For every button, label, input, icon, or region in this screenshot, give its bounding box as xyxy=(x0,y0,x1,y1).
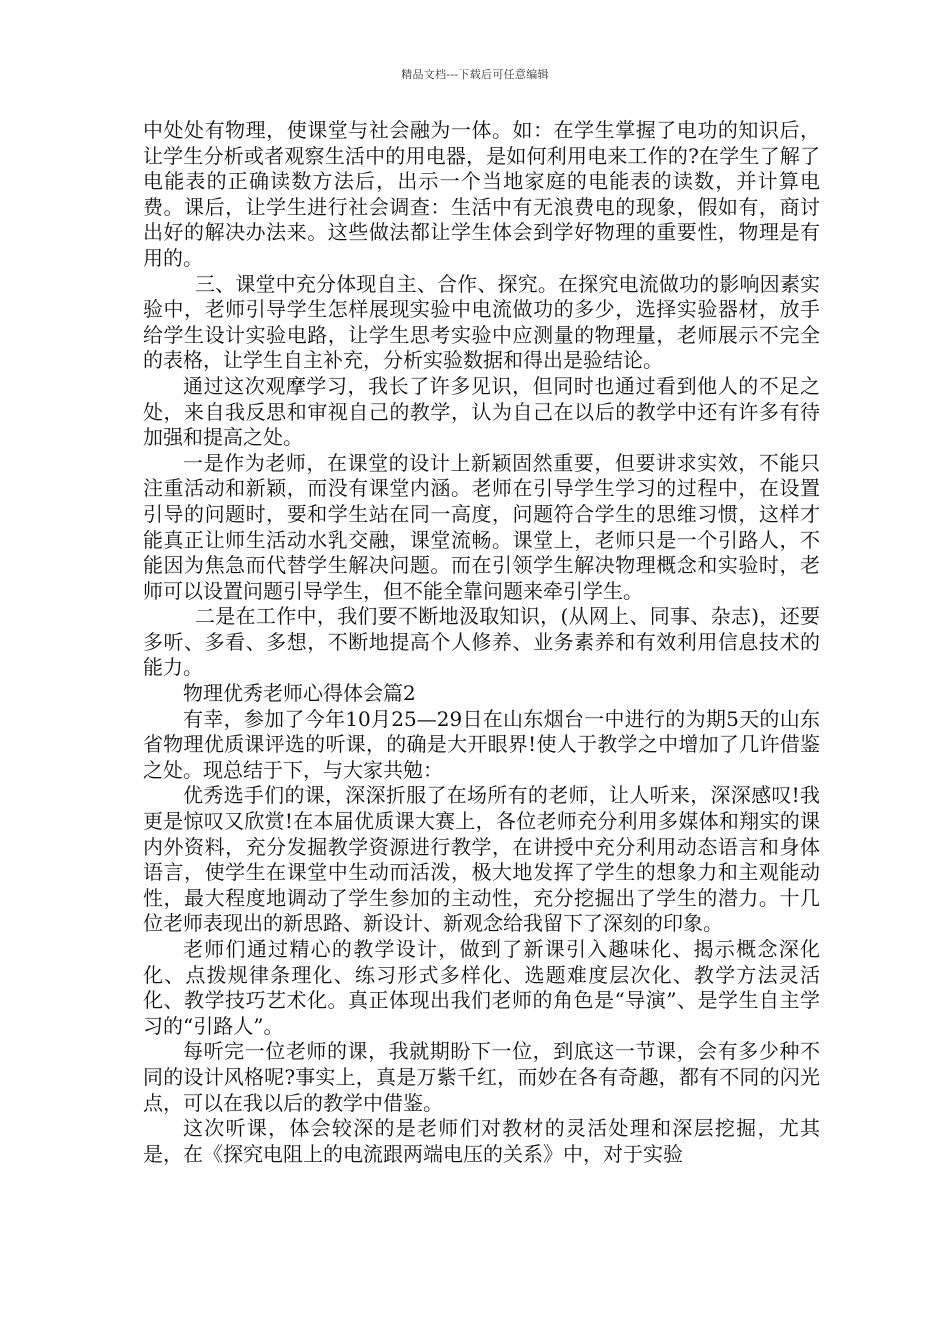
paragraph-4: 一是作为老师，在课堂的设计上新颖固然重要，但要讲求实效，不能只注重活动和新颖，而没有课堂内涵。老师在引导学生学习的过程中，在设置引导的问题时，要和学生站在同一高度，问题符合学生的思维习惯，这样才能真正让师生活动水乳交融，课堂流畅。课堂上，老师只是一个引路人，不能因为焦急而代替学生解决问题。而在引领学生解决物理概念和实验时，老师可以设置问题引导学生，但不能全靠问题来牵引学生。 xyxy=(143,450,820,603)
section-heading: 物理优秀老师心得体会篇2 xyxy=(183,681,416,706)
paragraph-7: 优秀选手们的课，深深折服了在场所有的老师，让人听来，深深感叹!我更是惊叹又欣赏!在本届优质课大赛上，各位老师充分利用多媒体和翔实的课内外资料，充分发掘教学资源进行教学，在讲授中充分利用动态语言和身体语言，使学生在课堂中生动而活泼，极大地发挥了学生的想象力和主观能动性，最大程度地调动了学生参加的主动性，充分挖掘出了学生的潜力。十几位老师表现出的新思路、新设计、新观念给我留下了深刻的印象。 xyxy=(143,783,820,936)
paragraph-1: 中处处有物理，使课堂与社会融为一体。如：在学生掌握了电功的知识后，让学生分析或者观察生活中的用电器，是如何利用电来工作的?在学生了解了电能表的正确读数方法后，出示一个当地家庭的电能表的读数，并计算电费。课后，让学生进行社会调查：生活中有无浪费电的现象，假如有，商讨出好的解决办法来。这些做法都让学生体会到学好物理的重要性，物理是有用的。 xyxy=(143,118,820,270)
page-header: 精品文档---下载后可任意编辑 xyxy=(401,68,549,81)
paragraph-5: 二是在工作中，我们要不断地汲取知识，(从网上、同事、杂志)，还要多听、多看、多想，不断地提高个人修养、业务素养和有效利用信息技术的能力。 xyxy=(143,604,820,680)
paragraph-6: 有幸，参加了今年10月25—29日在山东烟台一中进行的为期5天的山东省物理优质课评选的听课，的确是大开眼界!使人于教学之中增加了几许借鉴之处。现总结于下，与大家共勉： xyxy=(143,706,820,782)
paragraph-8: 老师们通过精心的教学设计，做到了新课引入趣味化、揭示概念深化化、点拨规律条理化、练习形式多样化、选题难度层次化、教学方法灵活化、教学技巧艺术化。真正体现出我们老师的角色是“导演”、是学生自主学习的“引路人”。 xyxy=(143,937,820,1038)
paragraph-9: 每听完一位老师的课，我就期盼下一位，到底这一节课，会有多少种不同的设计风格呢?事实上，真是万紫千红，而妙在各有奇趣，都有不同的闪光点，可以在我以后的教学中借鉴。 xyxy=(143,1039,820,1115)
paragraph-2: 三、课堂中充分体现自主、合作、探究。在探究电流做功的影响因素实验中，老师引导学生怎样展现实验中电流做功的多少，选择实验器材，放手给学生设计实验电路，让学生思考实验中应测量的物理量，老师展示不完全的表格，让学生自主补充，分析实验数据和得出是验结论。 xyxy=(143,271,820,373)
paragraph-10: 这次听课，体会较深的是老师们对教材的灵活处理和深层挖掘，尤其是，在《探究电阻上的电流跟两端电压的关系》中，对于实验 xyxy=(143,1116,820,1166)
paragraph-3: 通过这次观摩学习，我长了许多见识，但同时也通过看到他人的不足之处，来自我反思和审视自己的教学，认为自己在以后的教学中还有许多有待加强和提高之处。 xyxy=(143,373,820,450)
document-body xyxy=(143,118,820,1167)
